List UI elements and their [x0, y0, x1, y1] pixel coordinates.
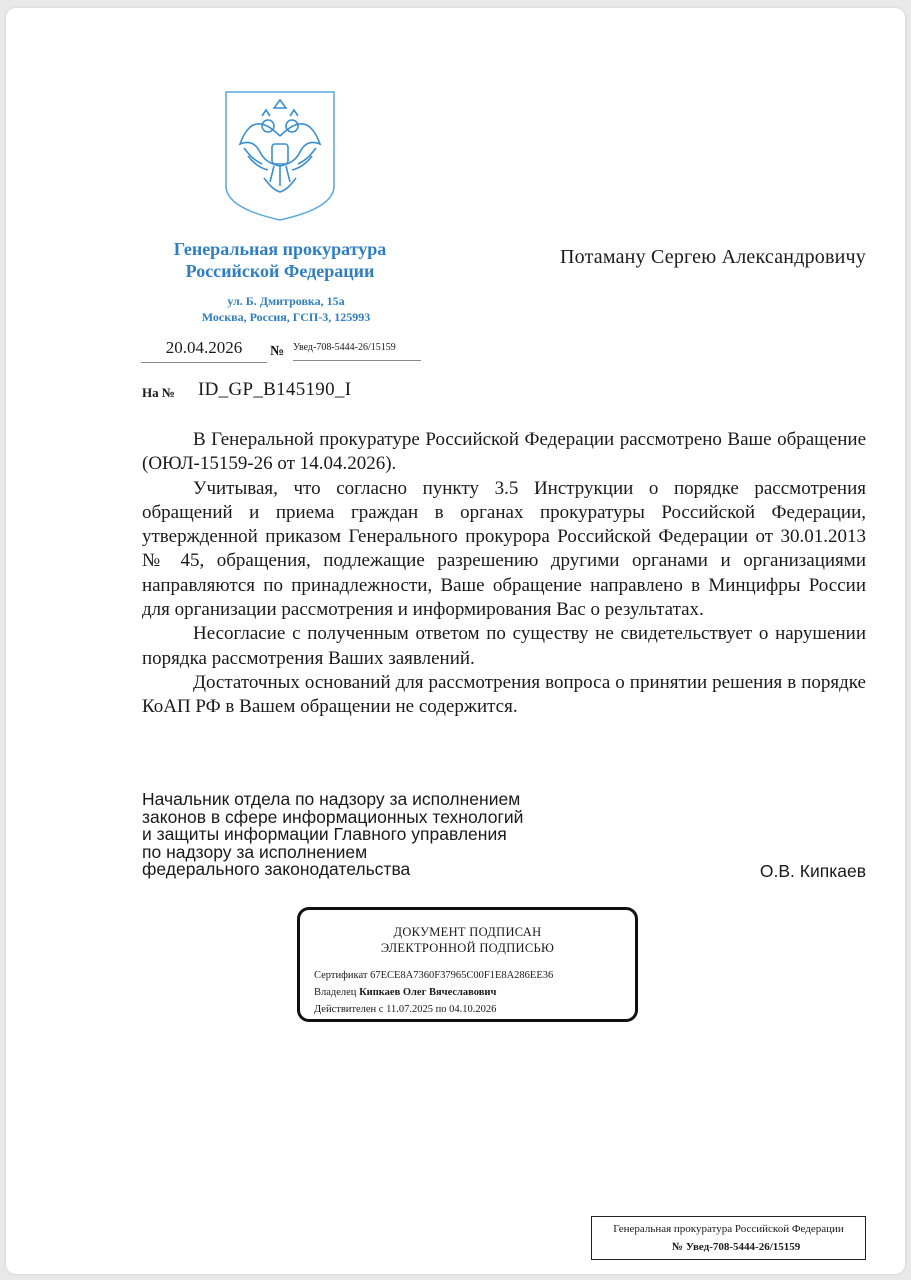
body-paragraph: Достаточных оснований для рассмотрения вопроса о принятии решения в порядке КоАП РФ в Вашем обращении не содержится. — [142, 671, 866, 718]
letter-date: 20.04.2026 — [141, 338, 267, 363]
org-name-line2: Российской Федерации — [185, 261, 375, 281]
org-name-line1: Генеральная прокуратура — [173, 239, 387, 259]
signer-position-line: законов в сфере информационных технологий — [142, 806, 524, 827]
number-sign: № — [270, 344, 285, 359]
signer-name: О.В. Кипкаев — [759, 861, 866, 881]
cert-label: Сертификат — [314, 970, 368, 981]
org-address — [166, 293, 406, 325]
signer-position-line: федерального законодательства — [142, 859, 411, 879]
signer-position — [142, 791, 582, 879]
registration-box — [591, 1216, 866, 1260]
letter-body — [142, 428, 866, 720]
stamp-title-line2: ЭЛЕКТРОННОЙ ПОДПИСЬЮ — [380, 941, 555, 955]
valid-to-label: по — [435, 1004, 447, 1015]
signer-position-line: по надзору за исполнением — [142, 841, 368, 862]
owner-value: Кипкаев Олег Вячеславович — [359, 987, 497, 998]
stamp-certificate — [314, 970, 553, 981]
registration-number — [672, 1241, 800, 1253]
org-name — [146, 238, 414, 282]
signer-position-line: и защиты информации Главного управления — [142, 824, 507, 844]
in-reply-number: ID_GP_B145190_I — [198, 379, 352, 400]
stamp-owner — [314, 987, 496, 998]
stamp-title-line1: ДОКУМЕНТ ПОДПИСАН — [393, 925, 542, 939]
body-paragraph: Учитывая, что согласно пункту 3.5 Инструкции о порядке рассмотрения обращений и приема граждан в органах прокуратуры Российской Федерации, утвержденной приказом Генерального прокурора Российской Федерации от 30.01.2013 № 45, обращения, подлежащие разрешению другими органами и организациями направляются по принадлежности, Ваше обращение направлено в Минцифры России для организации рассмотрения и информирования Вас о результатах. — [142, 477, 866, 621]
registration-number-sign: № — [672, 1241, 684, 1253]
valid-to: 04.10.2026 — [449, 1004, 497, 1015]
org-address-line1: ул. Б. Дмитровка, 15а — [227, 294, 345, 308]
document-page — [6, 8, 905, 1274]
valid-from: 11.07.2025 — [386, 1004, 433, 1015]
cert-value: 67ECE8A7360F37965C00F1E8A286EE36 — [370, 970, 554, 981]
recipient-name: Потаману Сергею Александровичу — [560, 246, 866, 268]
e-signature-stamp — [297, 907, 638, 1022]
russian-double-headed-eagle-emblem-icon — [220, 86, 340, 226]
letter-ref-number: Увед-708-5444-26/15159 — [293, 342, 421, 361]
signer-position-line: Начальник отдела по надзору за исполнением — [142, 789, 521, 809]
registration-number-value: Увед-708-5444-26/15159 — [685, 1241, 801, 1253]
registration-org: Генеральная прокуратура Российской Федерации — [613, 1223, 844, 1235]
owner-label: Владелец — [314, 987, 357, 998]
body-paragraph: Несогласие с полученным ответом по существу не свидетельствует о нарушении порядка рассмотрения Ваших заявлений. — [142, 623, 866, 669]
stamp-validity — [314, 1004, 496, 1015]
org-address-line2: Москва, Россия, ГСП-3, 125993 — [201, 310, 371, 324]
valid-label: Действителен с — [314, 1004, 384, 1015]
body-paragraph: В Генеральной прокуратуре Российской Федерации рассмотрено Ваше обращение (ОЮЛ-15159-26 от 14.04.2026). — [142, 429, 866, 475]
stamp-title — [300, 924, 635, 956]
in-reply-label: На № — [142, 385, 175, 400]
